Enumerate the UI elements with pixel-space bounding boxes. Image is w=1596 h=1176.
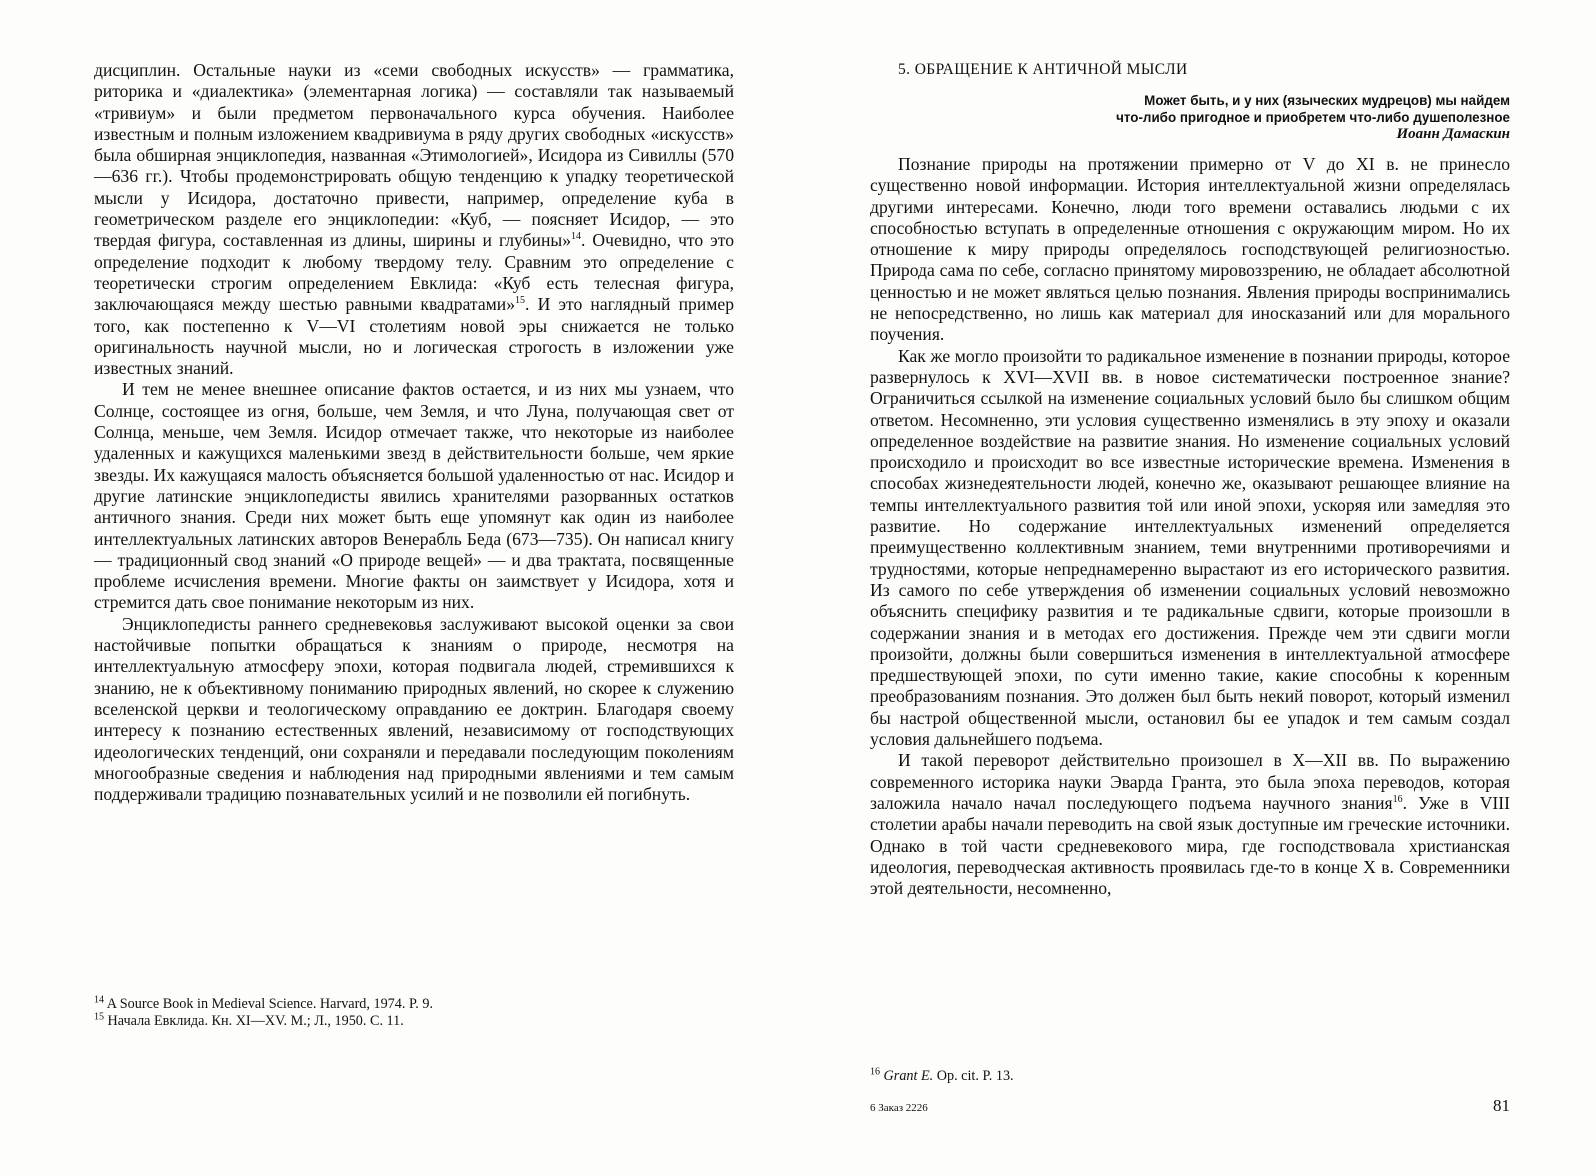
footnote: $^{16}$ Grant E. Op. cit. P. 13. — [870, 1066, 1014, 1084]
paragraph: Энциклопедисты раннего средневековья заслуживают высокой оценки за свои настойчивые попытки обращаться к знаниям о природе, несмотря на интеллектуальную атмосферу эпохи, которая подвигала людей, стремившихся к знанию, не к объективному пониманию природных явлений, но скорее к служению вселенской церкви и теологическому оправданию ее доктрин. Благодаря своему интересу к познанию естественных явлений, независимому от господствующих идеологических тенденций, они сохраняли и передавали последующим поколениям многообразные сведения и наблюдения над природными явлениями и тем самым поддерживали традицию познавательных усилий и не позволили ей погибнуть. — [94, 613, 734, 805]
paragraph: И такой переворот действительно произошел в X—XII вв. По выражению современного историка науки Эварда Гранта, это была эпоха переводов, которая заложила начало начал последующего подъема научного знания$^{16}$. Уже в VIII столетии арабы начали переводить на свой язык доступные им греческие источники. Однако в той части средневекового мира, где господствовала христианская идеология, переводческая активность проявилась где-то в конце X в. Современники этой деятельности, несомненно, — [870, 750, 1511, 899]
paragraph: И тем не менее внешнее описание фактов остается, и из них мы узнаем, что Солнце, состоящее из огня, больше, чем Земля, и что Луна, получающая свет от Солнца, меньше, чем Земля. Исидор отмечает также, что некоторые из наиболее удаленных и кажущихся маленькими звезд в действительности больше, чем яркие звезды. Их кажущаяся малость объясняется большой удаленностью от нас. Исидор и другие латинские энциклопедисты явились хранителями разорванных остатков античного знания. Среди них может быть еще упомянут как один из наиболее интеллектуальных латинских авторов Венерабль Беда (673—735). Он написал книгу — традиционный свод знаний «О природе вещей» — и два трактата, посвященные проблеме исчисления времени. Многие факты он заимствует у Исидора, хотя и стремится дать свое понимание некоторым из них. — [94, 379, 734, 613]
epigraph-author: Иоанн Дамаскин — [1396, 126, 1510, 142]
printer-order-note: 6 Заказ 2226 — [870, 1102, 928, 1114]
left-footnotes — [94, 996, 734, 1029]
right-footnotes — [870, 1068, 1510, 1085]
footnote-ref[interactable]: 16 — [1392, 794, 1403, 806]
section-heading: 5. ОБРАЩЕНИЕ К АНТИЧНОЙ МЫСЛИ — [898, 61, 1188, 78]
footnote-ref[interactable]: 14 — [571, 231, 582, 243]
paragraph: Познание природы на протяжении примерно от V до XI в. не принесло существенно новой информации. История интеллектуальной жизни определялась другими интересами. Конечно, люди того времени оставались людьми с их способностью вступать в определенные отношения с окружающим миром. Но их отношение к миру природы определялось господствующей религиозностью. Природа сама по себе, согласно принятому мировоззрению, не обладает абсолютной ценностью и не может являться целью познания. Явления природы воспринимались не непосредственно, но лишь как материал для иносказаний или для морального поучения. — [870, 154, 1510, 345]
page-number: 81 — [1493, 1096, 1510, 1115]
epigraph-line: что-либо пригодное и приобретем что-либо душеполезное — [1116, 110, 1510, 125]
right-body-text — [870, 154, 1510, 899]
epigraph-line: Может быть, и у них (языческих мудрецов) мы найдем — [1144, 93, 1510, 108]
paragraph: дисциплин. Остальные науки из «семи свободных искусств» — грамматика, риторика и «диалектика» (элементарная логика) — составляли так называемый «тривиум» и были предметом первоначального курса обучения. Наиболее известным и полным изложением квадривиума в ряду других свободных «искусств» была обширная энциклопедия, названная «Этимологией», Исидора из Сивиллы (570—636 гг.). Чтобы продемонстрировать общую тенденцию к упадку теоретической мысли у Исидора, достаточно привести, например, определение куба в геометрическом разделе его энциклопедии: «Куб, — поясняет Исидор, — это твердая фигура, составленная из длины, ширины и глубины»$^{14}$. Очевидно, что это определение подходит к любому твердому телу. Сравним это определение с теоретически строгим определением Евклида: «Куб есть телесная фигура, заключающаяся между шестью равными квадратами»$^{15}$. И это наглядный пример того, как постепенно к V—VI столетиям новой эры снижается не только оригинальность научной мысли, но и логическая строгость в изложении уже известных знаний. — [94, 60, 734, 379]
left-body-text — [94, 60, 734, 805]
footnote: $^{15}$ Начала Евклида. Кн. XI—XV. М.; Л., 1950. С. 11. — [94, 1010, 404, 1029]
epigraph — [1040, 92, 1510, 143]
footnote: $^{14}$ A Source Book in Medieval Science. Harvard, 1974. P. 9. — [94, 994, 434, 1012]
paragraph: Как же могло произойти то радикальное изменение в познании природы, которое развернулось к XVI—XVII вв. в новое систематически построенное знание? Ограничиться ссылкой на изменение социальных условий было бы слишком общим ответом. Несомненно, эти условия существенно изменялись в эту эпоху и оказали определенное воздействие на развитие знания. Но изменение социальных условий происходило и происходит во все известные исторические времена. Изменения в способах жизнедеятельности людей, конечно же, оказывают решающее влияние на темпы интеллектуального развития той или иной эпохи, ускоряя или замедляя это развитие. Но содержание интеллектуальных изменений определяется преимущественно коллективным знанием, теми внутренними противоречиями и трудностями, которые непреднамеренно вырастают из его исторического развития. Из самого по себе утверждения об изменении социальных условий невозможно объяснить специфику развития и те радикальные сдвиги, которые произошли в содержании знания и в методах его достижения. Прежде чем эти сдвиги могли произойти, должны были совершиться изменения в интеллектуальной атмосфере предшествующей эпохи, по сути именно такие, какие способны к коренным преобразованиям познания. Это должен был быть некий поворот, который изменил бы настрой общественной мысли, остановил бы ее упадок и тем самым создал условия дальнейшего подъема. — [870, 345, 1510, 750]
footnote-ref[interactable]: 15 — [515, 295, 525, 307]
